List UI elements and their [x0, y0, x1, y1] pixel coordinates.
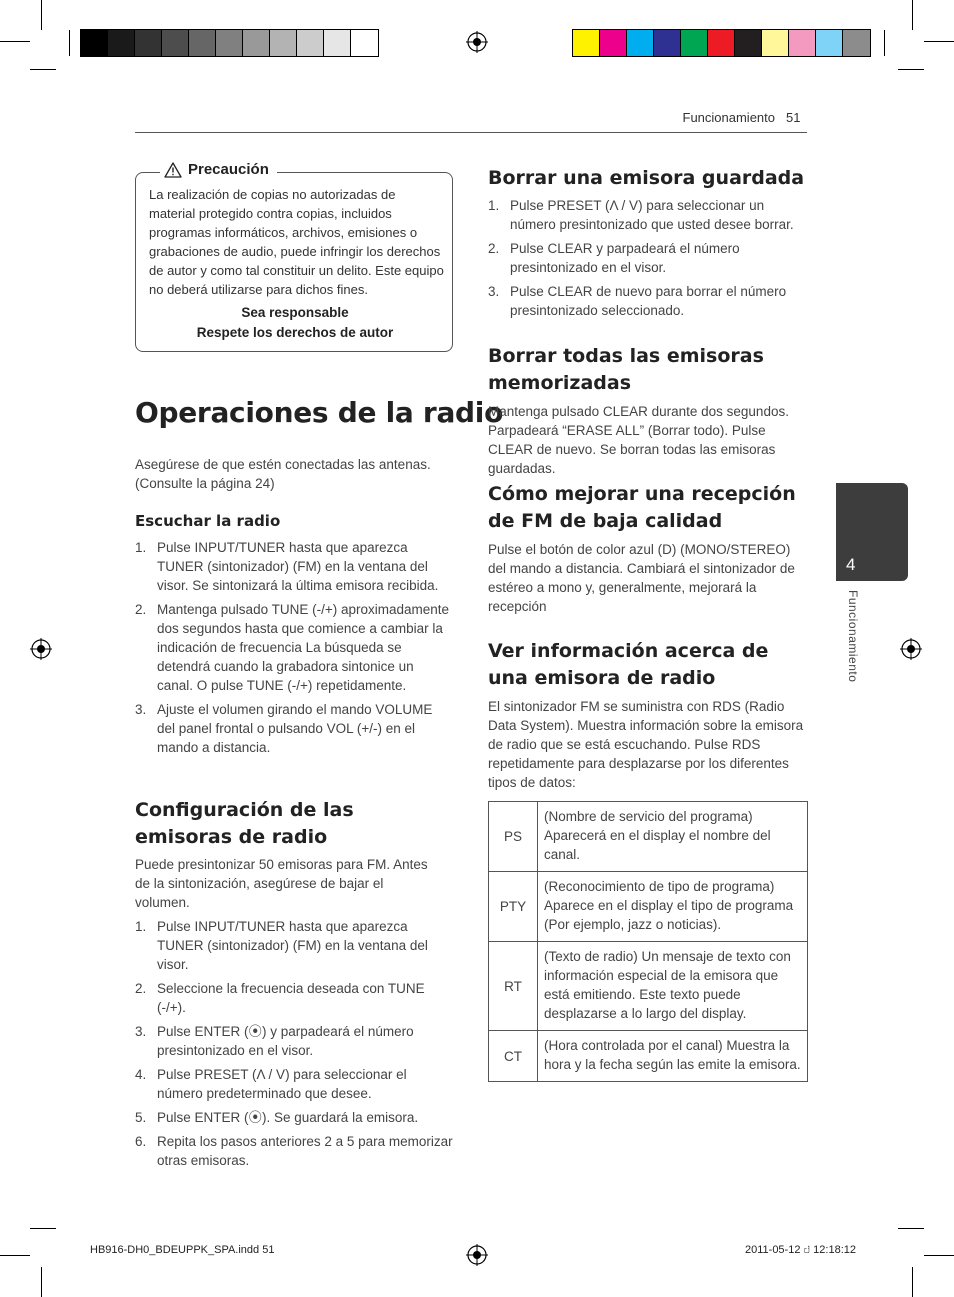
list-item [135, 1108, 455, 1127]
crop-mark [912, 0, 913, 30]
crop-mark [884, 30, 885, 56]
section-heading-improve-fm: Cómo mejorar una recepción de FM de baja calidad [488, 483, 796, 532]
list-item-number: 1. [135, 919, 147, 934]
color-swatch [297, 30, 324, 56]
chapter-label-vertical [840, 590, 864, 700]
list-item-text: Pulse INPUT/TUNER hasta que aparezca TUNER (sintonizador) (FM) en la ventana del visor. Se sintonizará la última emisora recibida. [157, 540, 439, 593]
list-item-text: Ajuste el volumen girando el mando VOLUME del panel frontal o pulsando VOL (+/-) en el mando a distancia. [157, 702, 433, 755]
caution-bold-line: Respete los derechos de autor [196, 325, 394, 340]
color-swatch [108, 30, 135, 56]
list-item-text: Pulse INPUT/TUNER hasta que aparezca TUNER (sintonizador) (FM) en la ventana del visor. [157, 919, 428, 972]
page-title: Operaciones de la radio [135, 396, 504, 429]
color-swatch [762, 30, 789, 56]
chapter-label: Funcionamiento [846, 590, 860, 683]
list-item [135, 917, 455, 974]
list-item-text: Mantenga pulsado TUNE (-/+) aproximadamente dos segundos hasta que comience a cambiar la indicación de frecuencia La búsqueda se detendrá cuando la grabadora sintonice un canal. O pulse TUNE (-/+) repetidamente. [157, 602, 450, 693]
delete-one-steps-list [488, 196, 808, 325]
table-row [489, 942, 808, 1031]
list-item [135, 979, 455, 1017]
color-swatch [816, 30, 843, 56]
section-heading-delete-all: Borrar todas las emisoras memorizadas [488, 345, 764, 394]
list-item-number: 3. [135, 1024, 147, 1039]
crop-mark [30, 69, 56, 70]
list-item-text: Pulse PRESET (Λ / V) para seleccionar el número predeterminado que desee. [157, 1067, 407, 1101]
color-swatch [162, 30, 189, 56]
color-swatch [654, 30, 681, 56]
caution-bold-line: Sea responsable [241, 305, 349, 320]
color-swatch [843, 30, 870, 56]
list-item-text: Pulse ENTER (⦿) y parpadeará el número presintonizado en el visor. [157, 1024, 414, 1058]
color-swatch [627, 30, 654, 56]
list-item-number: 2. [135, 602, 147, 617]
list-item-number: 1. [135, 540, 147, 555]
color-swatch [270, 30, 297, 56]
section-heading-listen: Escuchar la radio [135, 512, 281, 530]
crop-mark [41, 1267, 42, 1297]
list-item [135, 538, 453, 595]
list-item-text: Repita los pasos anteriores 2 a 5 para memorizar otras emisoras. [157, 1134, 453, 1168]
table-row [489, 802, 808, 872]
running-header-section: Funcionamiento [682, 110, 775, 125]
color-swatch [189, 30, 216, 56]
rds-description-cell: (Texto de radio) Un mensaje de texto con información especial de la emisora que está emitiendo. Este texto puede desplazarse a lo largo del display. [538, 942, 808, 1031]
list-item-text: Seleccione la frecuencia deseada con TUNE (-/+). [157, 981, 425, 1015]
rds-type-cell: RT [489, 942, 538, 1031]
list-item-number: 2. [488, 241, 500, 256]
list-item [135, 600, 453, 695]
list-item-text: Pulse ENTER (⦿). Se guardará la emisora. [157, 1110, 419, 1125]
caution-emphasis [149, 303, 441, 343]
rds-description-cell: (Reconocimiento de tipo de programa) Aparece en el display el tipo de programa (Por ejemplo, jazz o noticias). [538, 872, 808, 942]
registration-mark-icon [466, 31, 488, 53]
color-swatch [789, 30, 816, 56]
color-swatch [243, 30, 270, 56]
rds-description-cell: (Nombre de servicio del programa) Aparecerá en el display el nombre del canal. [538, 802, 808, 872]
caution-text: La realización de copias no autorizadas de material protegido contra copias, incluidos programas informáticos, archivos, emisiones o grabaciones de audio, puede infringir los derechos de autor y como tal constituir un delito. Este equipo no deberá utilizarse para dichos fines. [149, 187, 444, 297]
intro-paragraph: Asegúrese de que estén conectadas las antenas. (Consulte la página 24) [135, 457, 431, 491]
rds-type-cell: CT [489, 1031, 538, 1082]
chapter-number: 4 [846, 555, 856, 574]
crop-mark [69, 30, 70, 56]
list-item [488, 239, 808, 277]
list-item-text: Pulse CLEAR y parpadeará el número presintonizado en el visor. [510, 241, 740, 275]
color-swatch [135, 30, 162, 56]
rds-text: El sintonizador FM se suministra con RDS (Radio Data System). Muestra información sobre la emisora de radio que se está escuchando. Pulse RDS repetidamente para desplazarse por los diferentes tipos de datos: [488, 699, 804, 790]
list-item-number: 3. [488, 284, 500, 299]
list-item-text: Pulse CLEAR de nuevo para borrar el número presintonizado seleccionado. [510, 284, 787, 318]
crop-mark [898, 69, 924, 70]
crop-mark [0, 1255, 30, 1256]
crop-mark [898, 1228, 924, 1229]
grayscale-color-bar [80, 29, 379, 57]
section-heading-delete-one: Borrar una emisora guardada [488, 167, 805, 189]
process-color-bar [572, 29, 871, 57]
crop-mark [0, 41, 30, 42]
list-item [135, 1022, 455, 1060]
color-swatch [81, 30, 108, 56]
color-swatch [351, 30, 378, 56]
color-swatch [324, 30, 351, 56]
section-heading-rds: Ver información acerca de una emisora de radio [488, 640, 769, 689]
list-item-number: 3. [135, 702, 147, 717]
table-row [489, 872, 808, 942]
crop-mark [924, 1255, 954, 1256]
list-item-number: 6. [135, 1134, 147, 1149]
list-item-text: Pulse PRESET (Λ / V) para seleccionar un número presintonizado que usted desee borrar. [510, 198, 794, 232]
registration-mark-icon [900, 638, 922, 660]
color-swatch [573, 30, 600, 56]
footer-datetime: 2011-05-12 ꤓ 12:18:12 [745, 1244, 856, 1256]
table-row [489, 1031, 808, 1082]
color-swatch [708, 30, 735, 56]
page-number: 51 [786, 110, 801, 125]
rds-description-cell: (Hora controlada por el canal) Muestra la hora y la fecha según las emite la emisora. [538, 1031, 808, 1082]
crop-mark [924, 41, 954, 42]
registration-mark-icon [466, 1244, 488, 1266]
list-item-number: 2. [135, 981, 147, 996]
section-heading-config: Configuración de las emisoras de radio [135, 799, 354, 848]
registration-mark-icon [30, 638, 52, 660]
footer-filename: HB916-DH0_BDEUPPK_SPA.indd 51 [90, 1244, 275, 1256]
caution-header [160, 161, 277, 178]
header-divider [135, 132, 807, 133]
color-swatch [681, 30, 708, 56]
config-steps-list [135, 917, 455, 1175]
crop-mark [41, 0, 42, 30]
crop-mark [912, 1267, 913, 1297]
list-item-number: 4. [135, 1067, 147, 1082]
list-item [135, 1065, 455, 1103]
delete-all-text: Mantenga pulsado CLEAR durante dos segundos. Parpadeará “ERASE ALL” (Borrar todo). Pulse CLEAR de nuevo. Se borran todas las emisoras guardadas. [488, 404, 789, 476]
caution-title: Precaución [188, 161, 269, 178]
list-item-number: 5. [135, 1110, 147, 1125]
rds-data-table [488, 801, 808, 1082]
listen-steps-list [135, 538, 453, 762]
crop-mark [30, 1228, 56, 1229]
list-item [135, 1132, 455, 1170]
list-item-number: 1. [488, 198, 500, 213]
list-item [488, 196, 808, 234]
rds-type-cell: PS [489, 802, 538, 872]
config-intro: Puede presintonizar 50 emisoras para FM. Antes de la sintonización, asegúrese de bajar el volumen. [135, 857, 428, 910]
improve-fm-text: Pulse el botón de color azul (D) (MONO/STEREO) del mando a distancia. Cambiará el sintonizador de estéreo a mono y, generalmente, mejorará la recepción [488, 542, 795, 614]
warning-icon [164, 162, 182, 178]
color-swatch [735, 30, 762, 56]
list-item [488, 282, 808, 320]
list-item [135, 700, 453, 757]
color-swatch [600, 30, 627, 56]
rds-type-cell: PTY [489, 872, 538, 942]
color-swatch [216, 30, 243, 56]
